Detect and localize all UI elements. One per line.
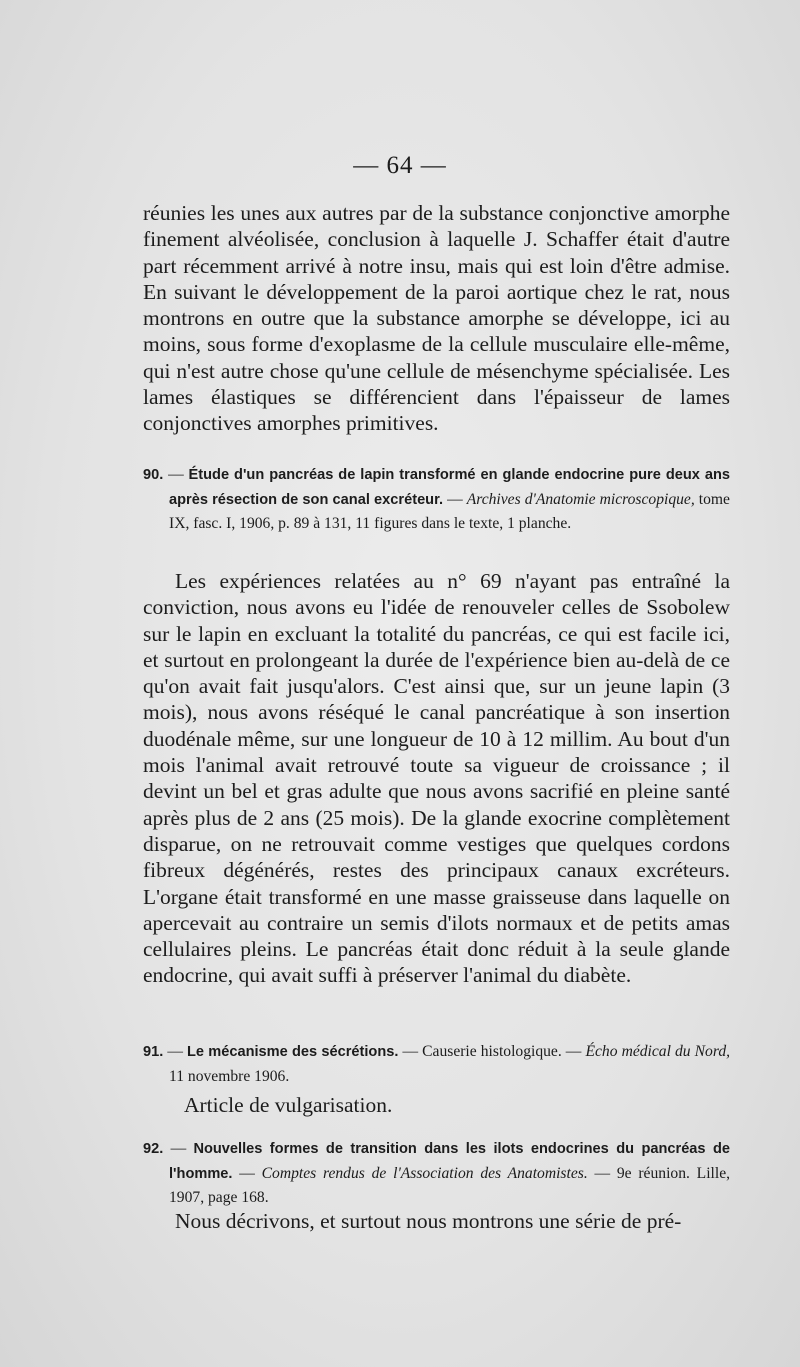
bibliography-entry-90 [143, 463, 730, 536]
paragraph-summary-92: Nous décrivons, et surtout nous montrons une série de pré- [175, 1209, 682, 1233]
entry-number: 92. [143, 1141, 164, 1157]
entry-subtitle: Causerie histologique. [422, 1043, 562, 1060]
entry-details: tome IX, fasc. I, 1906, p. 89 à 131, 11 figures dans le texte, 1 planche. [169, 490, 730, 532]
entry-note-91: Article de vulgarisation. [184, 1093, 393, 1117]
entry-dash: — [232, 1164, 262, 1182]
paragraph-continuation: réunies les unes aux autres par de la substance conjonctive amorphe finement alvéolisée, conclusion à laquelle J. Schaffer était d'autre part récemment arrivé à notre insu, mais qui est loin d'être admise. En suivant le développement de la paroi aortique chez le rat, nous montrons en outre que la substance amorphe se développe, ici au moins, sous forme d'exoplasme de la cellule musculaire elle-même, qui n'est autre chose qu'une cellule de mésenchyme spécialisée. Les lames élastiques se différencient dans l'épaisseur de lames conjonctives amorphes primitives. [143, 201, 730, 436]
entry-title: Le mécanisme des sécrétions. [187, 1044, 399, 1060]
entry-journal: Écho médical du Nord, [585, 1043, 731, 1060]
entry-details: 11 novembre 1906. [169, 1067, 290, 1085]
entry-title: Nouvelles formes de transition dans les ilots endocrines du pancréas de l'homme. [169, 1141, 730, 1182]
entry-dash: — [561, 1043, 586, 1060]
entry-dash: — [398, 1043, 423, 1060]
bibliography-entry-92 [143, 1137, 730, 1210]
page-number: — 64 — [353, 152, 447, 179]
entry-journal: Comptes rendus de l'Association des Anatomistes. [261, 1164, 588, 1182]
entry-dash: — [163, 1140, 194, 1157]
entry-journal: Archives d'Anatomie microscopique, [466, 490, 695, 508]
entry-title: Étude d'un pancréas de lapin transformé en glande endocrine pure deux ans après résection de son canal excréteur. [169, 467, 731, 508]
entry-dash: — [163, 466, 189, 483]
paragraph-summary-90: Les expériences relatées au n° 69 n'ayant pas entraîné la conviction, nous avons eu l'idée de renouveler celles de Ssobolew sur le lapin en excluant la totalité du pancréas, ce qui est facile ici, et surtout en prolongeant la durée de l'expérience bien au-delà de ce qu'on avait fait jusqu'alors. C'est ainsi que, sur un jeune lapin (3 mois), nous avons réséqué le canal pancréatique à son insertion duodénale même, sur une longueur de 10 à 12 millim. Au bout d'un mois l'animal avait retrouvé toute sa vigueur de croissance ; il devint un bel et gras adulte que nous avons sacrifié en pleine santé après plus de 2 ans (25 mois). De la glande exocrine complètement disparue, on ne retrouvait comme vestiges que quelques cordons fibreux dégénérés, restes des principaux canaux excréteurs. L'organe était transformé en une masse graisseuse dans laquelle on apercevait au contraire un semis d'ilots normaux et de petits amas cellulaires pleins. Le pancréas était donc réduit à la seule glande endocrine, qui avait suffi à préserver l'animal du diabète. [143, 569, 730, 988]
entry-dash: — [163, 1043, 188, 1060]
entry-number: 91. [143, 1044, 164, 1060]
entry-details: — 9e réunion. Lille, 1907, page 168. [169, 1164, 731, 1206]
bibliography-entry-91 [143, 1040, 730, 1088]
entry-dash: — [443, 490, 467, 508]
entry-number: 90. [143, 467, 164, 483]
